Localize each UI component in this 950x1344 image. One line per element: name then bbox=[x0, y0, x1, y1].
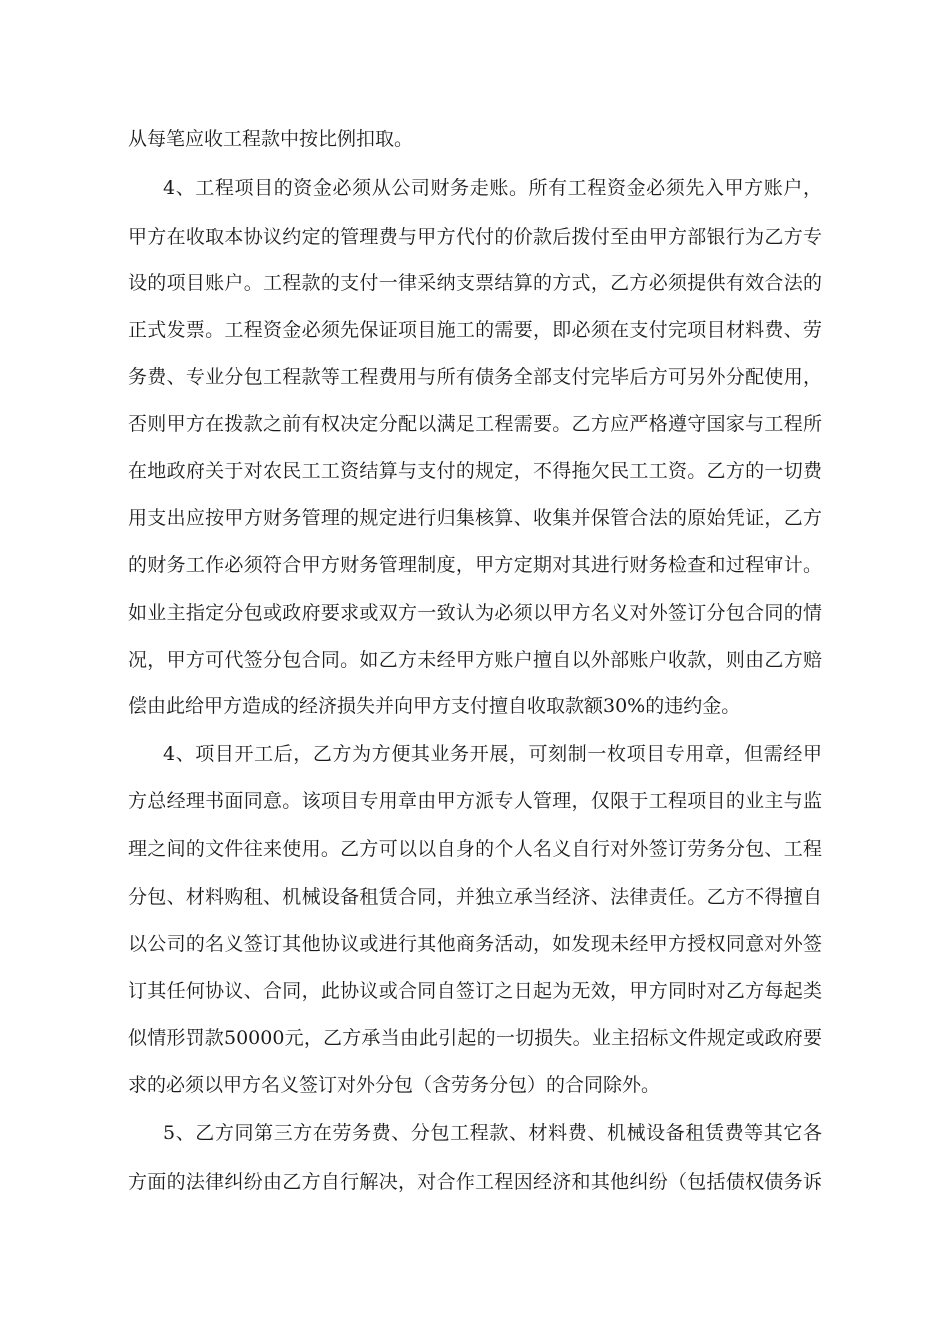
text-line: 务费、专业分包工程款等工程费用与所有债务全部支付完毕后方可另外分配使用， bbox=[128, 366, 822, 388]
text-line: 况，甲方可代签分包合同。如乙方未经甲方账户擅自以外部账户收款，则由乙方赔 bbox=[128, 649, 822, 671]
text-line: 偿由此给甲方造成的经济损失并向甲方支付擅自收取款额30%的违约金。 bbox=[128, 695, 741, 717]
text-line: 以公司的名义签订其他协议或进行其他商务活动，如发现未经甲方授权同意对外签 bbox=[128, 933, 822, 955]
text-line: 否则甲方在拨款之前有权决定分配以满足工程需要。乙方应严格遵守国家与工程所 bbox=[128, 413, 822, 435]
text-line: 求的必须以甲方名义签订对外分包（含劳务分包）的合同除外。 bbox=[128, 1074, 661, 1096]
text-line: 设的项目账户。工程款的支付一律采纳支票结算的方式，乙方必须提供有效合法的 bbox=[128, 272, 822, 294]
text-line: 分包、材料购租、机械设备租赁合同，并独立承当经济、法律责任。乙方不得擅自 bbox=[128, 886, 822, 908]
paragraph-start-line: 4、项目开工后，乙方为方便其业务开展，可刻制一枚项目专用章，但需经甲 bbox=[163, 743, 822, 765]
text-line: 理之间的文件往来使用。乙方可以以自身的个人名义自行对外签订劳务分包、工程 bbox=[128, 838, 822, 860]
paragraph-start-line: 5、乙方同第三方在劳务费、分包工程款、材料费、机械设备租赁费等其它各 bbox=[163, 1122, 822, 1144]
text-line: 方面的法律纠纷由乙方自行解决，对合作工程因经济和其他纠纷（包括债权债务诉 bbox=[128, 1171, 822, 1193]
text-line: 甲方在收取本协议约定的管理费与甲方代付的价款后拨付至由甲方部银行为乙方专 bbox=[128, 226, 822, 248]
text-line: 的财务工作必须符合甲方财务管理制度，甲方定期对其进行财务检查和过程审计。 bbox=[128, 554, 822, 576]
text-line: 订其任何协议、合同，此协议或合同自签订之日起为无效，甲方同时对乙方每起类 bbox=[128, 980, 822, 1002]
paragraph-start-line: 4、工程项目的资金必须从公司财务走账。所有工程资金必须先入甲方账户， bbox=[163, 177, 822, 199]
text-line: 如业主指定分包或政府要求或双方一致认为必须以甲方名义对外签订分包合同的情 bbox=[128, 602, 822, 624]
text-line: 正式发票。工程资金必须先保证项目施工的需要，即必须在支付完项目材料费、劳 bbox=[128, 319, 822, 341]
text-line: 似情形罚款50000元，乙方承当由此引起的一切损失。业主招标文件规定或政府要 bbox=[128, 1027, 822, 1049]
text-line: 方总经理书面同意。该项目专用章由甲方派专人管理，仅限于工程项目的业主与监 bbox=[128, 790, 822, 812]
text-line: 在地政府关于对农民工工资结算与支付的规定，不得拖欠民工工资。乙方的一切费 bbox=[128, 460, 822, 482]
text-line: 用支出应按甲方财务管理的规定进行归集核算、收集并保管合法的原始凭证，乙方 bbox=[128, 507, 822, 529]
text-line: 从每笔应收工程款中按比例扣取。 bbox=[128, 128, 414, 150]
